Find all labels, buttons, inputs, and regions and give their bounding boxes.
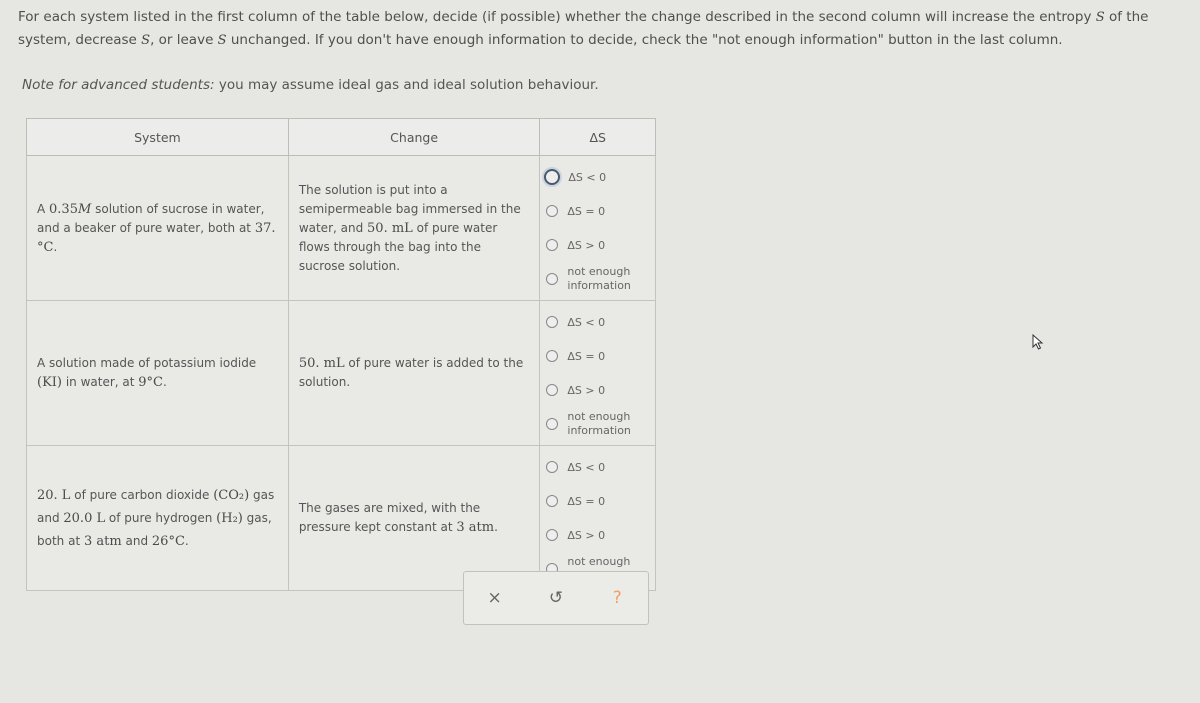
option-label: ΔS > 0 [567,528,606,542]
radio-button[interactable] [546,418,558,430]
option-ds-negative[interactable] [546,305,649,339]
radio-button[interactable] [546,529,558,541]
option-label [567,265,631,293]
entropy-table [26,118,656,591]
table-row [27,156,656,301]
system-text: A solution made of potassium iodide [37,356,257,370]
header-change: Change [288,119,540,156]
volume-value: 50. mL [298,356,345,371]
radio-button[interactable] [544,169,560,185]
entropy-variable: S [217,33,227,48]
option-ds-zero[interactable] [546,339,649,373]
volume-value: 50. mL [367,220,413,236]
instructions-part-4: unchanged. If you don't have enough information to decide, check the "not enough information" button in the last column. [230,32,1063,48]
option-label: ΔS < 0 [568,170,607,184]
system-cell [27,301,289,446]
system-cell [27,156,289,301]
option-label [567,410,631,438]
table-row [27,301,656,446]
option-label: ΔS > 0 [567,383,606,397]
system-text: and [121,533,152,548]
system-text: . [53,239,58,254]
option-label-line-1: not enough [567,555,631,568]
option-not-enough-info[interactable] [546,262,649,296]
change-text: The gases are mixed, with the pressure kept constant at [298,501,481,534]
delta-s-cell [540,156,656,301]
radio-button[interactable] [546,316,558,328]
entropy-variable: S [141,33,151,48]
option-label-line-2: information [567,424,631,437]
header-delta-s: ΔS [540,119,656,156]
table-row [27,446,656,591]
system-text: A [37,201,50,216]
option-ds-negative[interactable] [546,450,649,484]
help-button[interactable]: ? [612,588,622,608]
delta-s-cell [540,301,656,446]
change-text: of pure water is added to the solution. [298,356,524,389]
option-label: ΔS < 0 [567,460,606,474]
delta-s-cell [540,446,656,591]
option-not-enough-info[interactable] [546,407,649,441]
option-ds-positive[interactable] [546,373,649,407]
system-text: solution of sucrose in water, and a beaker of pure water, both at [37,201,265,235]
formula: (CO₂) [213,487,250,503]
change-cell [288,446,540,591]
header-system: System [27,119,289,156]
system-text: of pure hydrogen [105,510,217,525]
option-label: ΔS = 0 [567,349,606,363]
radio-button[interactable] [546,384,558,396]
option-ds-negative[interactable] [546,160,649,194]
undo-button[interactable]: ↺ [548,588,564,608]
instructions-part-3: , or leave [150,32,214,48]
change-cell [288,301,540,446]
option-ds-zero[interactable] [546,194,649,228]
temperature-value: 37.°C [37,220,276,255]
change-text: of pure water flows through the bag into the sucrose solution. [298,220,498,273]
mouse-cursor-icon [1032,334,1044,354]
formula: (KI) [37,375,62,390]
note-text: you may assume ideal gas and ideal solution behaviour. [218,77,599,93]
radio-button[interactable] [546,350,558,362]
temperature-value: 9°C [138,375,163,390]
change-text: . [494,520,498,534]
clear-button[interactable]: × [487,588,502,608]
advanced-note [22,77,599,93]
system-text: . [184,533,189,548]
radio-button[interactable] [546,239,558,251]
option-label-line-1: not enough [567,265,631,278]
concentration-value: 0.35 [49,201,78,217]
option-label: ΔS = 0 [567,494,606,508]
radio-button[interactable] [546,273,558,285]
instructions-part-2: of the system, decrease [18,9,1149,48]
system-text: gas and [37,487,275,525]
concentration-unit: M [77,201,92,217]
change-text: The solution is put into a semipermeable bag immersed in the water, and [298,182,521,235]
option-ds-positive[interactable] [546,228,649,262]
system-text: in water, at [62,375,139,389]
system-text: of pure carbon dioxide [70,487,214,502]
instructions-part-1: For each system listed in the first column of the table below, decide (if possible) whether the change described in the second column will increase the entropy [18,9,1092,25]
note-label: Note for advanced students: [22,77,215,93]
radio-button[interactable] [546,461,558,473]
system-cell [27,446,289,591]
option-ds-positive[interactable] [546,518,649,552]
table-header-row [27,119,656,156]
system-text: gas, both at [37,510,272,548]
option-ds-zero[interactable] [546,484,649,518]
option-label-line-1: not enough [567,410,631,423]
system-text: . [162,375,167,389]
pressure-value: 3 atm [83,533,122,549]
option-label: ΔS < 0 [567,315,606,329]
radio-button[interactable] [546,205,558,217]
volume-value: 20.0 L [63,510,106,526]
entropy-variable: S [1095,10,1105,25]
formula: (H₂) [216,510,243,526]
pressure-value: 3 atm [456,520,495,535]
option-label: ΔS > 0 [567,238,606,252]
change-cell [288,156,540,301]
radio-button[interactable] [546,495,558,507]
instructions-text [18,6,1183,52]
answer-toolbar [463,571,649,625]
temperature-value: 26°C [151,533,185,549]
volume-value: 20. L [37,487,71,503]
option-label-line-2: information [567,279,631,292]
option-label: ΔS = 0 [567,204,606,218]
